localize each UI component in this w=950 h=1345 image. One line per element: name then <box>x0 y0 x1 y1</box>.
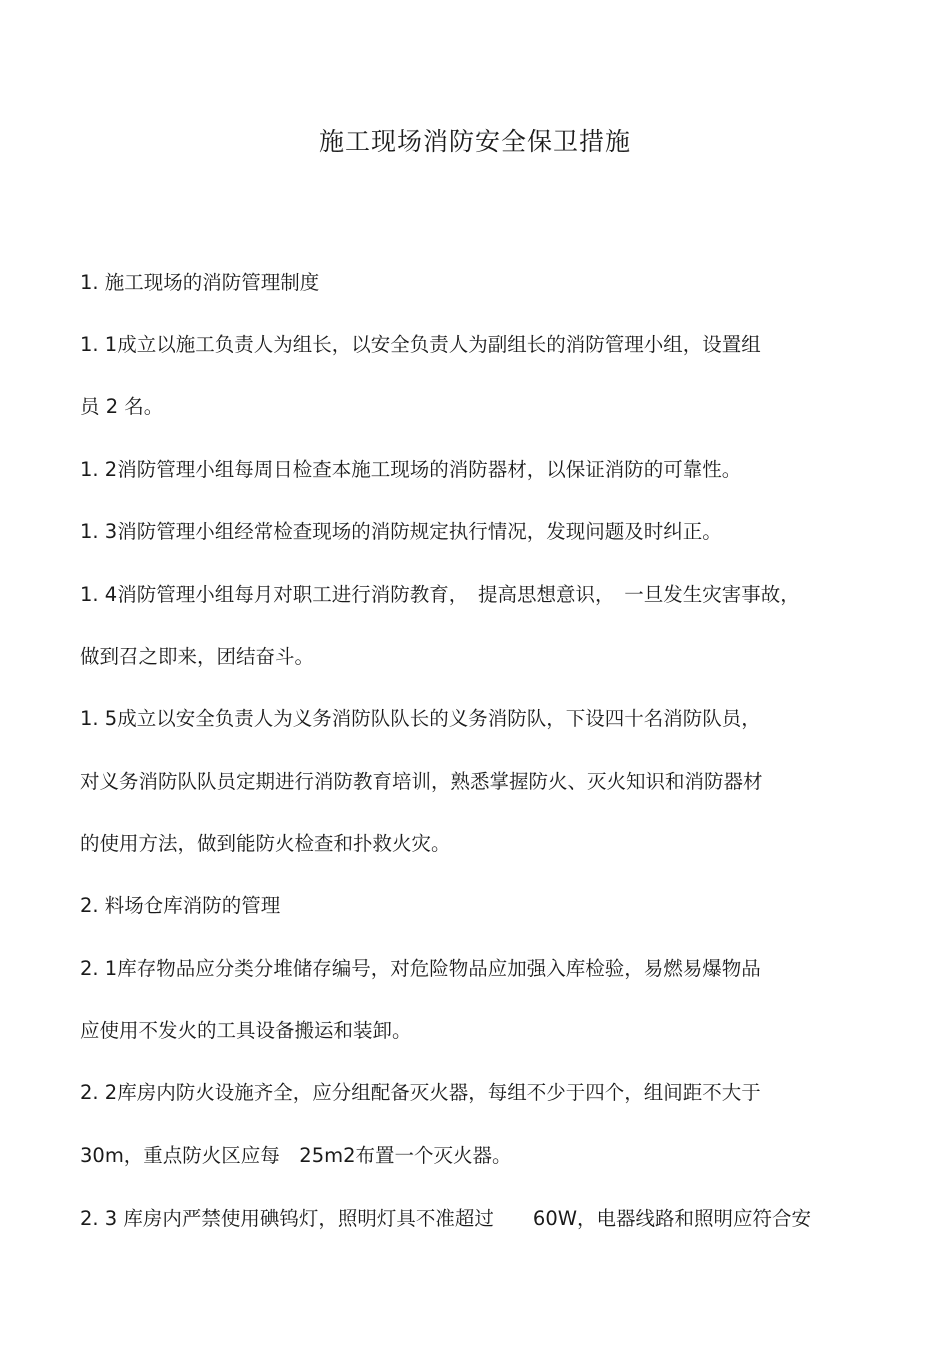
paragraph-line: 的使用方法，做到能防火检查和扑救火灾。 <box>80 832 451 855</box>
document-title: 施工现场消防安全保卫措施 <box>318 127 631 156</box>
paragraph-line: 30m，重点防火区应每 25m2布置一个灭火器。 <box>80 1144 512 1167</box>
paragraph-line: 员 2 名。 <box>80 395 164 418</box>
paragraph-line: 对义务消防队队员定期进行消防教育培训，熟悉掌握防火、灭火知识和消防器材 <box>80 770 763 793</box>
paragraph-line: 2. 1库存物品应分类分堆储存编号，对危险物品应加强入库检验，易燃易爆物品 <box>80 957 761 980</box>
section-heading: 2. 料场仓库消防的管理 <box>80 894 281 917</box>
paragraph-line: 2. 3 库房内严禁使用碘钨灯，照明灯具不准超过 60W，电器线路和照明应符合安 <box>80 1207 812 1230</box>
paragraph-line: 1. 1成立以施工负责人为组长，以安全负责人为副组长的消防管理小组，设置组 <box>80 333 761 356</box>
paragraph-line: 2. 2库房内防火设施齐全，应分组配备灭火器，每组不少于四个，组间距不大于 <box>80 1081 761 1104</box>
paragraph-line: 做到召之即来，团结奋斗。 <box>80 645 315 668</box>
section-heading: 1. 施工现场的消防管理制度 <box>80 271 320 294</box>
paragraph-line: 1. 2消防管理小组每周日检查本施工现场的消防器材，以保证消防的可靠性。 <box>80 458 742 481</box>
paragraph-line: 1. 5成立以安全负责人为义务消防队队长的义务消防队，下设四十名消防队员， <box>80 707 761 730</box>
paragraph-line: 1. 3消防管理小组经常检查现场的消防规定执行情况，发现问题及时纠正。 <box>80 520 722 543</box>
paragraph-line: 1. 4消防管理小组每月对职工进行消防教育， 提高思想意识， 一旦发生灾害事故， <box>80 583 800 606</box>
paragraph-line: 应使用不发火的工具设备搬运和装卸。 <box>80 1019 412 1042</box>
